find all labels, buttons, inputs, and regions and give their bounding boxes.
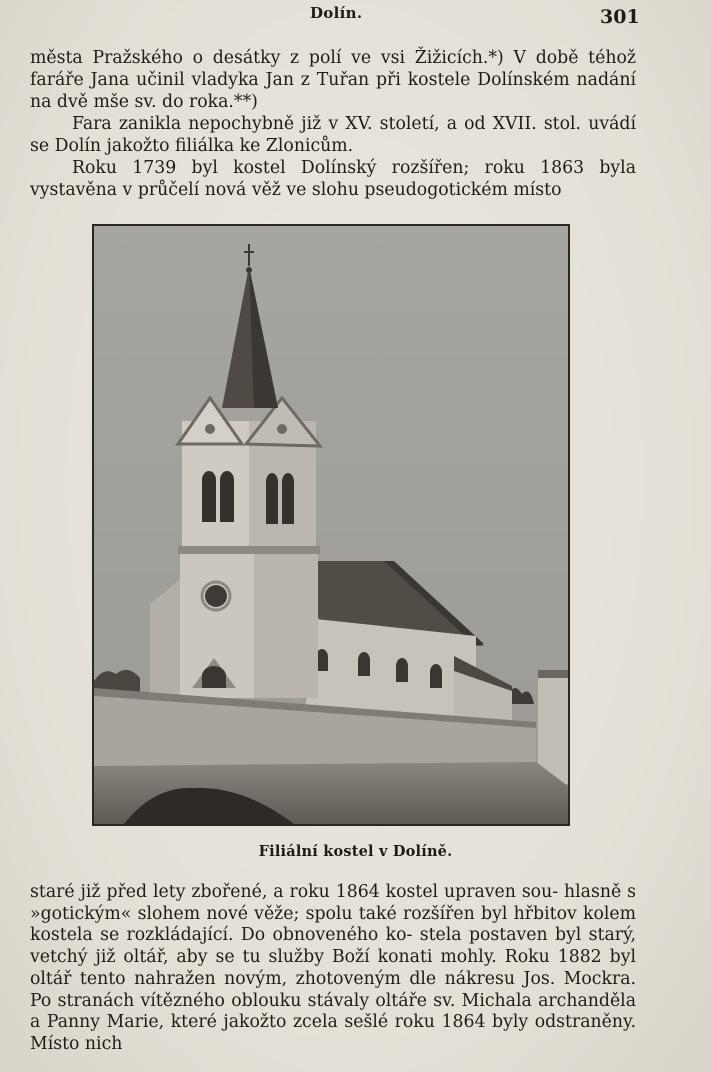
page-number: 301 xyxy=(600,6,640,28)
text-line: které jakožto zcela sešlé roku 1864 byly odstraněny. Místo nich xyxy=(30,1012,636,1054)
rose-window xyxy=(205,585,227,607)
text-line: nadání na dvě mše sv. do roka.**) xyxy=(30,70,636,112)
text-line: stela postaven byl starý, vetchý již oltář, aby se tu služby Boží xyxy=(30,925,636,968)
top-text-block xyxy=(30,47,636,201)
church-photograph xyxy=(92,224,570,826)
bottom-text-block xyxy=(30,882,636,1056)
paragraph-2 xyxy=(30,113,636,157)
text-line: města Pražského o desátky z polí ve vsi Žižicích.*) V době téhož xyxy=(30,48,636,68)
figure-caption: Filiální kostel v Dolíně. xyxy=(258,843,453,860)
nave-wall xyxy=(306,618,476,721)
running-head xyxy=(0,2,711,28)
paragraph-1 xyxy=(30,47,636,113)
text-line: staré již před lety zbořené, a roku 1864 kostel upraven sou- xyxy=(30,882,559,902)
text-line: Roku 1739 byl kostel Dolínský rozšířen; roku 1863 byla xyxy=(72,158,636,178)
text-line: faráře Jana učinil vladyka Jan z Tuřan při kostele Dolínském xyxy=(30,70,570,90)
text-line: konati mohly. Roku 1882 byl oltář tento nahražen novým, xyxy=(30,947,636,989)
text-line: hlasně s »gotickým« slohem nové věže; spolu také rozšířen xyxy=(30,882,636,924)
text-line: byl hřbitov kolem kostela se rozkládající. Do obnoveného ko- xyxy=(30,903,636,946)
text-line: uvádí se Dolín jakožto filiálka ke Zlonicům. xyxy=(30,114,636,156)
church-illustration xyxy=(94,226,568,824)
text-line: Fara zanikla nepochybně již v XV. století, a od XVII. stol. xyxy=(72,114,582,134)
text-line: vystavěna v průčelí nová věž ve slohu pseudogotickém místo xyxy=(30,180,562,200)
running-head-title: Dolín. xyxy=(310,4,363,22)
paragraph-3 xyxy=(30,157,636,201)
text-line: zhotoveným dle nákresu Jos. Mockra. Po stranách vítězného xyxy=(30,968,637,1011)
paragraph-4 xyxy=(30,882,636,1056)
entrance-door xyxy=(202,666,226,688)
text-line: oblouku stávaly oltáře sv. Michala archanděla a Panny Marie, xyxy=(30,990,636,1033)
